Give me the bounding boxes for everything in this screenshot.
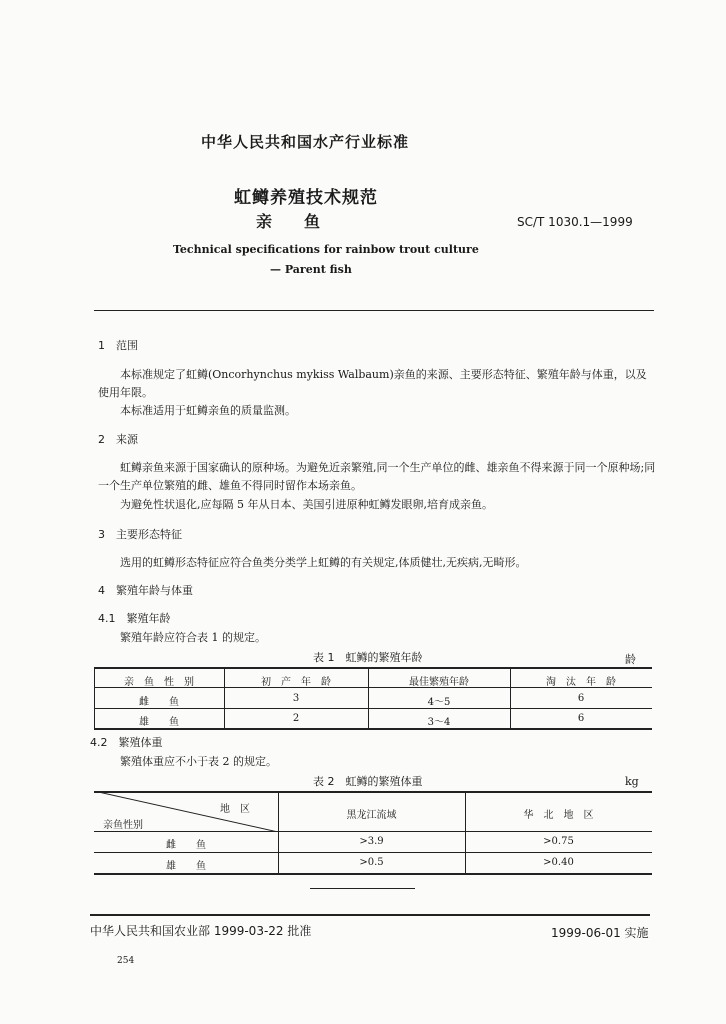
section-3-paragraph-1: 选用的虹鳟形态特征应符合鱼类分类学上虹鳟的有关规定,体质健壮,无疾病,无畸形。 [120, 556, 527, 569]
approval-line: 中华人民共和国农业部 1999-03-22 批准 [90, 924, 312, 938]
table-1-row-male-best: 3～4 [427, 717, 451, 728]
section-4-2-text: 繁殖体重应不小于表 2 的规定。 [120, 755, 277, 768]
table-2-row-female-heilongjiang: >3.9 [359, 836, 384, 847]
section-1-heading: 1 范围 [98, 339, 138, 352]
table-2-bottom-rule [94, 873, 652, 875]
table-1-header-best-age: 最佳繁殖年龄 [409, 677, 469, 688]
standard-code: SC/T 1030.1—1999 [517, 215, 633, 229]
table-1-caption: 表 1 虹鳟的繁殖年龄 [313, 651, 423, 664]
table-1-row-female-best: 4～5 [427, 697, 451, 708]
table-1-row-male-sex: 雄 鱼 [139, 717, 179, 728]
english-subtitle: — Parent fish [270, 263, 352, 276]
table-1-header-first-age: 初 产 年 龄 [261, 677, 331, 688]
section-1-paragraph-2: 本标准适用于虹鳟亲鱼的质量监测。 [120, 404, 296, 417]
table-1-row-female-cull: 6 [577, 693, 585, 704]
table-1-top-rule [94, 667, 652, 669]
table-1-unit: 龄 [625, 653, 636, 666]
org-standard-title: 中华人民共和国水产行业标准 [201, 133, 410, 151]
table-1-header-cull-age: 淘 汰 年 龄 [546, 677, 616, 688]
end-divider [310, 888, 415, 889]
table-2-row-female-sex: 雌 鱼 [166, 840, 206, 851]
table-2-row-female-north-china: >0.75 [543, 836, 574, 847]
english-title: Technical specifications for rainbow trout culture [173, 243, 479, 256]
table-2-header-north-china: 华 北 地 区 [523, 810, 594, 821]
table-2-row-male-north-china: >0.40 [543, 857, 574, 868]
section-2-paragraph-1: 虹鳟亲鱼来源于国家确认的原种场。为避免近亲繁殖,同一个生产单位的雌、雄亲鱼不得来源于同一个原种场;同一个生产单位繁殖的雌、雄鱼不得同时留作本场亲鱼。 [98, 461, 656, 492]
table-1-row-female-first: 3 [292, 693, 300, 704]
table-1-header-sex: 亲 鱼 性 别 [124, 677, 194, 688]
section-1-paragraph-1: 本标准规定了虹鳟(Oncorhynchus mykiss Walbaum)亲鱼的来源、主要形态特征、繁殖年龄与体重，以及使用年限。 [98, 368, 647, 399]
implementation-date: 1999-06-01 实施 [551, 926, 649, 940]
table-2-corner-region: 地 区 [220, 804, 250, 815]
table-2-header-heilongjiang: 黑龙江流域 [346, 810, 397, 821]
document-subtitle: 亲 鱼 [256, 212, 321, 231]
table-2-caption: 表 2 虹鳟的繁殖体重 [313, 775, 423, 788]
table-2-corner-sex: 亲鱼性别 [103, 820, 143, 831]
table-2-unit: kg [625, 775, 639, 788]
footer-rule [90, 914, 650, 916]
table-1-row-rule [94, 708, 652, 709]
table-1-row-female-sex: 雌 鱼 [139, 697, 179, 708]
section-2-heading: 2 来源 [98, 433, 138, 446]
table-2-row-male-sex: 雄 鱼 [166, 861, 206, 872]
section-3-heading: 3 主要形态特征 [98, 528, 182, 541]
page-number: 254 [117, 956, 135, 966]
document-title: 虹鳟养殖技术规范 [234, 188, 378, 208]
section-4-1-heading: 4.1 繁殖年龄 [98, 612, 171, 625]
header-divider [94, 310, 654, 311]
section-4-2-heading: 4.2 繁殖体重 [90, 736, 163, 749]
table-2-row-male-heilongjiang: >0.5 [359, 857, 384, 868]
table-1-row-male-cull: 6 [577, 713, 585, 724]
section-4-heading: 4 繁殖年龄与体重 [98, 584, 193, 597]
table-1-bottom-rule [94, 728, 652, 730]
section-2-paragraph-2: 为避免性状退化,应每隔 5 年从日本、美国引进原种虹鳟发眼卵,培育成亲鱼。 [120, 498, 493, 511]
table-1-row-male-first: 2 [292, 713, 300, 724]
section-4-1-text: 繁殖年龄应符合表 1 的规定。 [120, 631, 266, 644]
table-2-row-rule [94, 852, 652, 853]
